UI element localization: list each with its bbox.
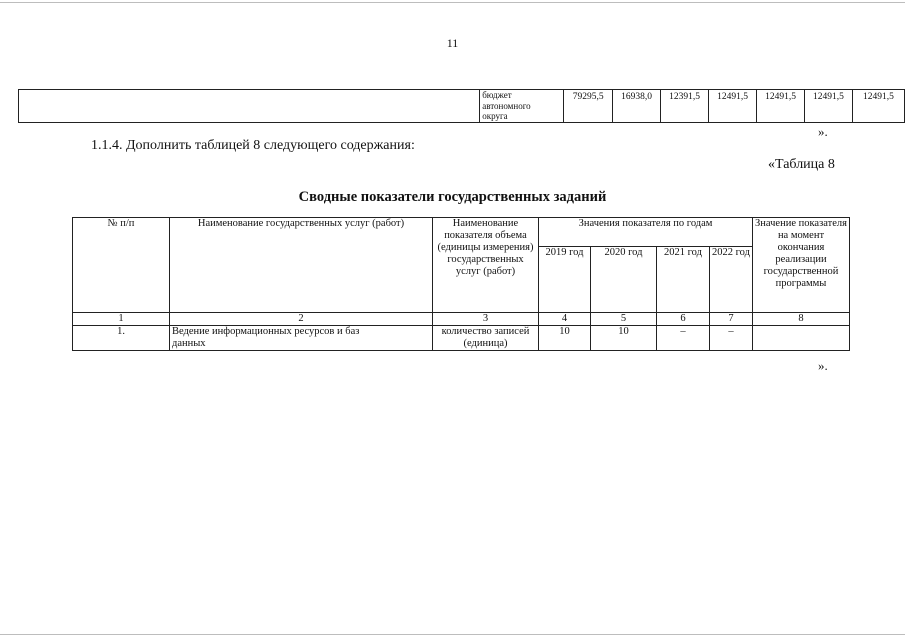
header-no: № п/п xyxy=(73,218,170,313)
label-line: автономного xyxy=(482,100,531,111)
row-final-value xyxy=(753,326,850,351)
row-value-2020: 10 xyxy=(591,326,657,351)
header-year-2020: 2020 год xyxy=(591,247,657,313)
column-number: 2 xyxy=(170,313,433,326)
header-service: Наименование государственных услуг (работ) xyxy=(170,218,433,313)
row-service-name xyxy=(170,326,433,351)
value-cell: 12391,5 xyxy=(661,90,709,123)
header-values-by-year: Значения показателя по годам xyxy=(539,218,753,247)
amendment-paragraph: 1.1.4. Дополнить таблицей 8 следующего содержания: xyxy=(91,138,415,153)
closing-quote: ». xyxy=(818,358,828,373)
label-line: бюджет xyxy=(482,90,512,100)
column-number: 7 xyxy=(710,313,753,326)
row-value-2021: – xyxy=(657,326,710,351)
table-title: Сводные показатели государственных заданий xyxy=(298,189,607,205)
value-cell: 12491,5 xyxy=(804,90,852,123)
header-year-2022: 2022 год xyxy=(710,247,753,313)
table-row xyxy=(73,326,850,351)
column-number: 8 xyxy=(753,313,850,326)
row-number: 1. xyxy=(73,326,170,351)
scan-edge-top xyxy=(0,2,905,3)
column-number-row xyxy=(73,313,850,326)
row-value-2022: – xyxy=(710,326,753,351)
value-cell: 12491,5 xyxy=(757,90,805,123)
service-line: Ведение информационных ресурсов и баз xyxy=(172,326,360,337)
table-label: «Таблица 8 xyxy=(768,157,835,172)
column-number: 5 xyxy=(591,313,657,326)
value-cell: 12491,5 xyxy=(709,90,757,123)
column-number: 6 xyxy=(657,313,710,326)
header-indicator: Наименование показателя объема (единицы измерения) государственных услуг (работ) xyxy=(433,218,539,313)
column-number: 4 xyxy=(539,313,591,326)
column-number: 1 xyxy=(73,313,170,326)
budget-label xyxy=(480,90,564,123)
header-year-2021: 2021 год xyxy=(657,247,710,313)
label-line: округа xyxy=(482,111,508,121)
scan-edge-bottom xyxy=(0,634,905,635)
value-cell: 12491,5 xyxy=(852,90,904,123)
closing-quote: ». xyxy=(818,124,828,139)
empty-cell xyxy=(19,90,480,123)
row-indicator: количество записей (единица) xyxy=(433,326,539,351)
column-number: 3 xyxy=(433,313,539,326)
row-value-2019: 10 xyxy=(539,326,591,351)
page-number: 11 xyxy=(446,36,459,50)
value-cell: 16938,0 xyxy=(613,90,661,123)
header-year-2019: 2019 год xyxy=(539,247,591,313)
service-line: данных xyxy=(172,338,206,349)
summary-table xyxy=(72,217,850,351)
value-cell: 79295,5 xyxy=(564,90,613,123)
previous-table-fragment xyxy=(18,89,905,123)
header-final-value: Значение показателя на момент окончания реализации государственной программы xyxy=(753,218,850,313)
